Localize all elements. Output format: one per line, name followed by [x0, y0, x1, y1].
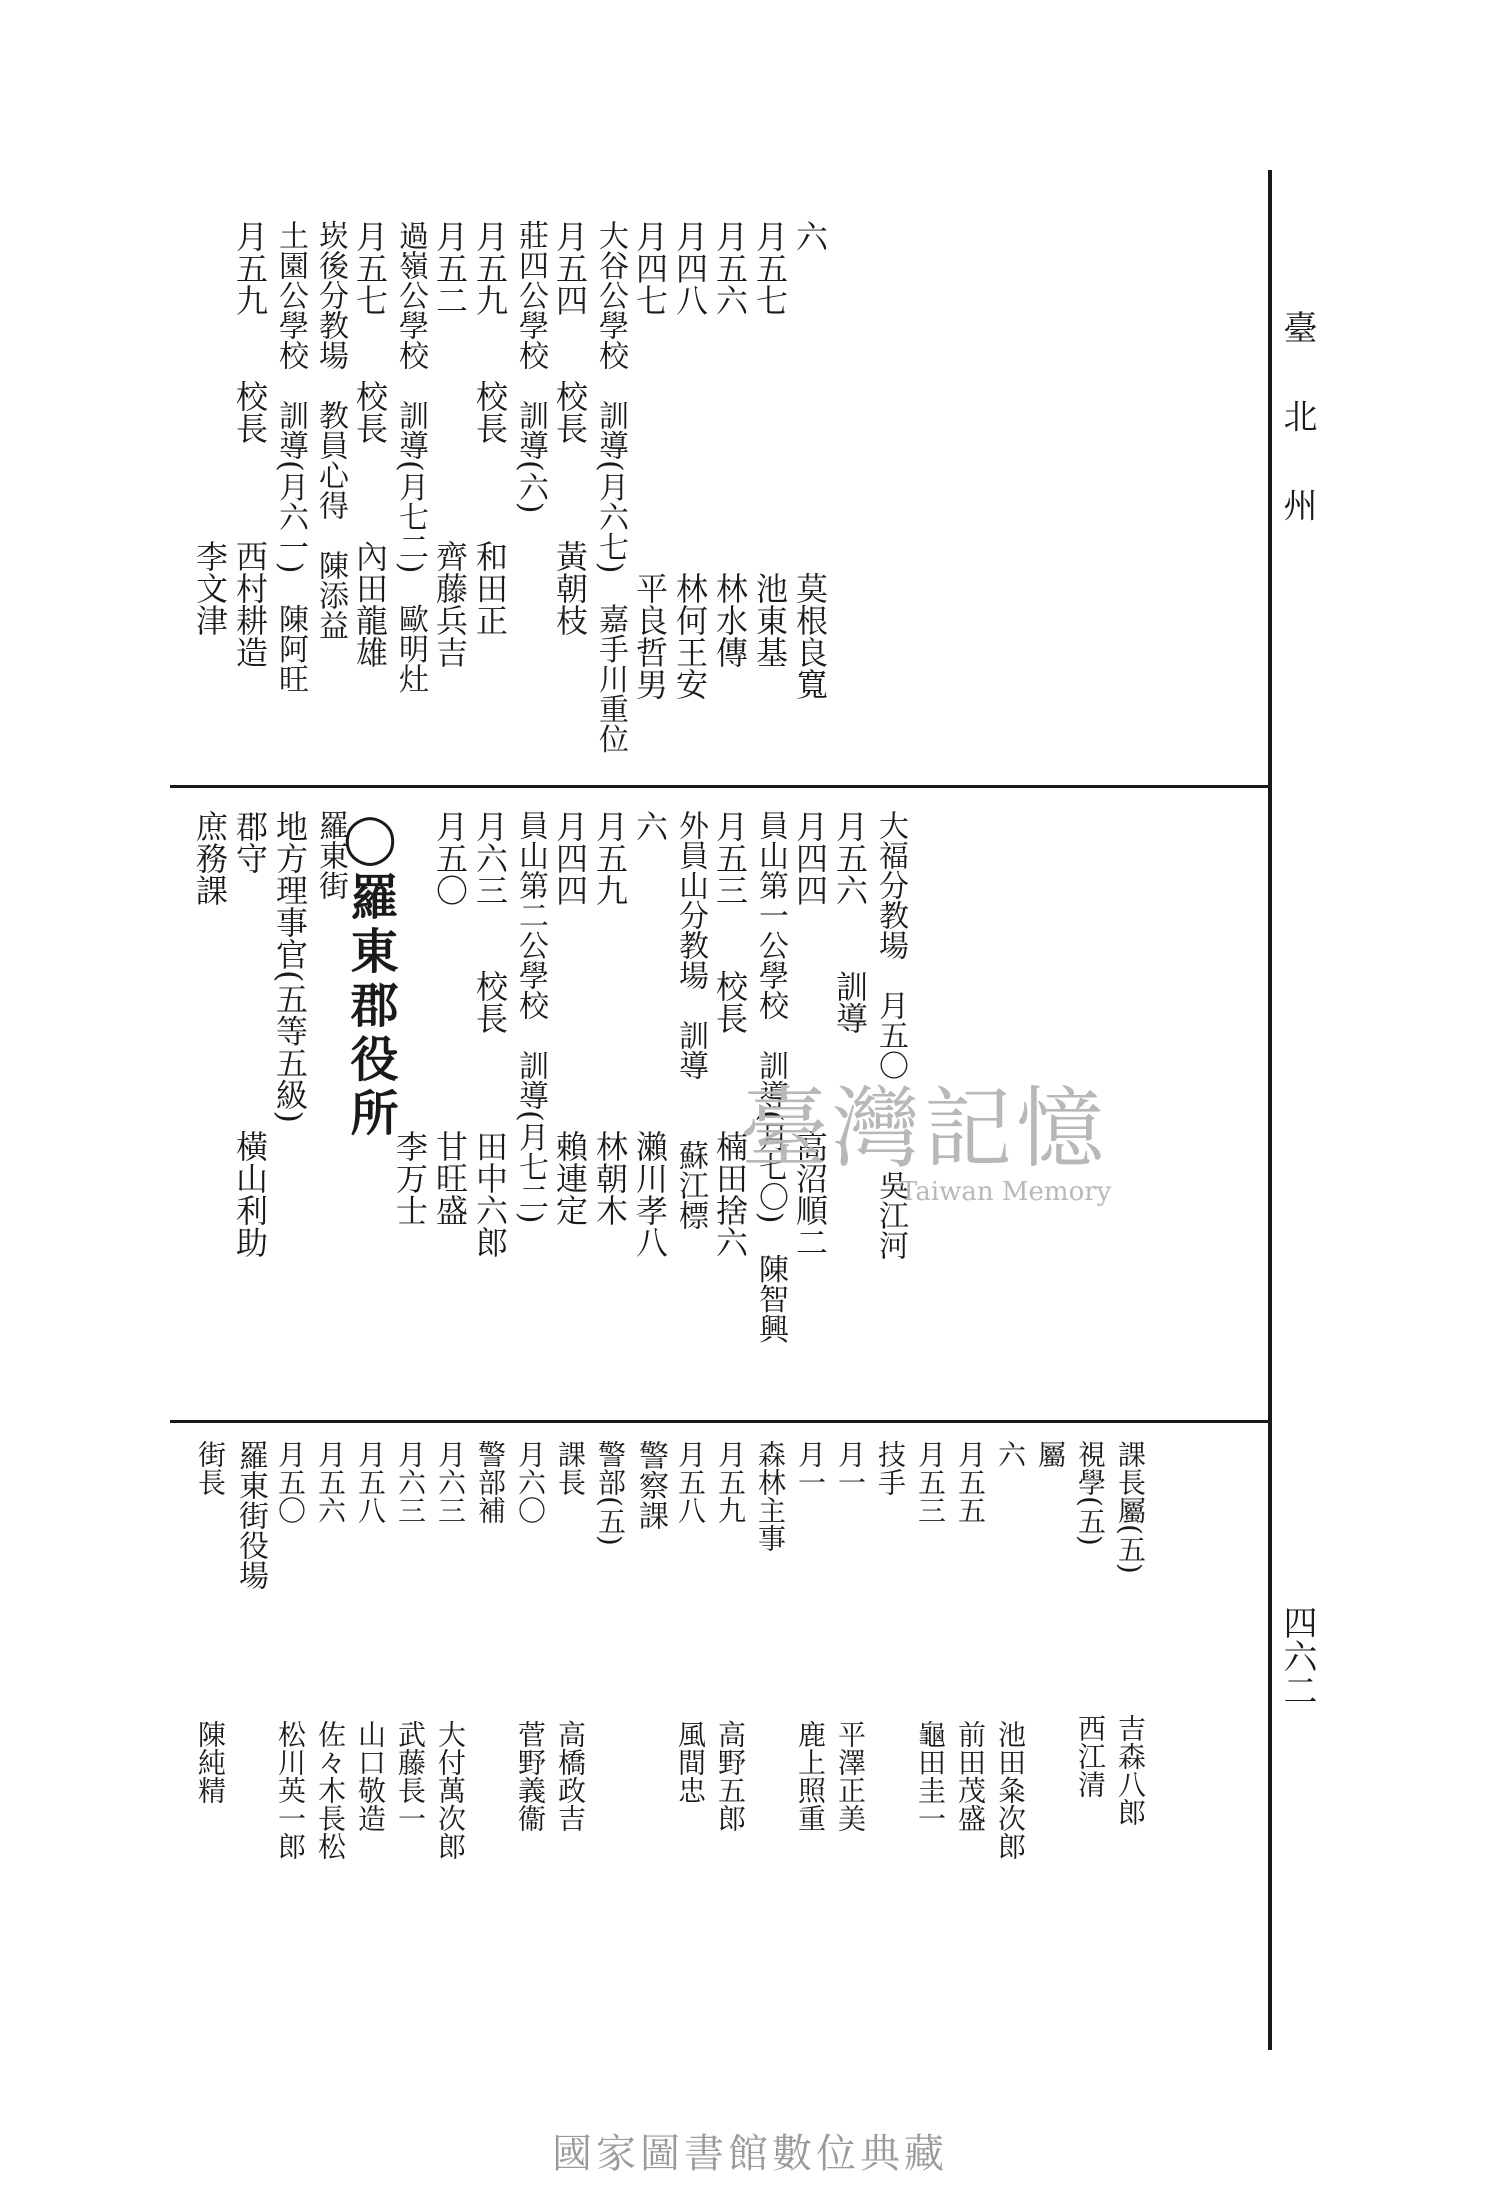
- footer-credit: 國家圖書館數位典藏: [552, 2131, 948, 2177]
- entry: 月四七 平良哲男: [631, 220, 669, 700]
- entry: 月六〇 菅野義衞: [514, 1440, 547, 1832]
- horizontal-divider-bottom: [170, 1420, 1270, 1423]
- watermark-logo: [740, 1077, 1112, 1207]
- school-entry: 大福分教場 月五〇 吳江河: [873, 810, 908, 1260]
- entry: 地方理事官(五等五級): [271, 810, 309, 1123]
- entry: 課長 高橋政吉: [554, 1440, 587, 1832]
- entry: 月一 鹿上照重: [794, 1440, 827, 1832]
- entry: 郡守 橫山利助: [231, 810, 269, 1258]
- school-entry: 過嶺公學校 訓導(月七二) 歐明灶: [393, 220, 428, 694]
- entry: 技手: [874, 1440, 907, 1496]
- entry: 視學(五) 西江清: [1074, 1440, 1107, 1798]
- entry: 月五六 林水傳: [711, 220, 749, 668]
- entry: 月五九 高野五郎: [714, 1440, 747, 1832]
- entry: 月五〇 松川英一郎: [274, 1440, 307, 1860]
- office-entry: 羅東街役場: [233, 1440, 268, 1590]
- entry: 李文津: [191, 220, 229, 636]
- section-bottom: [190, 1440, 1240, 2040]
- entry: 六 池田粂次郎: [994, 1440, 1027, 1860]
- page-number: 四六二: [1277, 1605, 1317, 1707]
- entry: 六 莫根良寬: [791, 220, 829, 700]
- entry: 月五四 校長 黃朝枝: [551, 220, 589, 636]
- department-entry: 警察課: [633, 1440, 668, 1530]
- horizontal-divider-top: [170, 785, 1270, 788]
- school-entry: 員山第二公學校 訓導(月七二): [513, 810, 548, 1224]
- school-entry: 員山第一公學校 訓導(月七〇) 陳智興: [753, 810, 788, 1344]
- entry: 街長 陳純精: [194, 1440, 227, 1804]
- page-header: 臺 北 州: [1277, 310, 1317, 544]
- school-entry: 大谷公學校 訓導(月六七) 嘉手川重位: [593, 220, 628, 754]
- vertical-divider: [1268, 170, 1272, 2050]
- entry: 屬: [1034, 1440, 1067, 1468]
- entry: 月五八 風間忠: [674, 1440, 707, 1804]
- entry: 月五三 校長 楠田捨六: [711, 810, 749, 1258]
- entry: 月一 平澤正美: [834, 1440, 867, 1832]
- section-bottom-columns: [190, 1440, 1150, 2040]
- entry: 李万士: [391, 810, 429, 1226]
- entry: 月四八 林何王安: [671, 220, 709, 700]
- entry: 月五九 校長 和田正: [471, 220, 509, 636]
- school-entry: 外員山分教場 訓導 蘇江標: [673, 810, 708, 1230]
- entry: 月五五 前田茂盛: [954, 1440, 987, 1832]
- school-entry: 崁後分教場 教員心得 陳添益: [313, 220, 348, 640]
- entry: 月六三 大付萬次郎: [434, 1440, 467, 1860]
- school-entry: 土園公學校 訓導(月六一) 陳阿旺: [273, 220, 308, 694]
- entry: 月五八 山口敬造: [354, 1440, 387, 1832]
- entry: 月四四 賴連定: [551, 810, 589, 1226]
- entry: 月五三 龜田圭一: [914, 1440, 947, 1832]
- entry: 六 瀨川孝八: [631, 810, 669, 1258]
- entry: 月四四 高沼順二: [791, 810, 829, 1258]
- watermark-text: 臺灣記憶: [740, 1077, 1109, 1180]
- entry: 月五二 齊藤兵吉: [431, 220, 469, 668]
- entry: 月五〇 甘旺盛: [431, 810, 469, 1226]
- entry: 課長屬(五) 吉森八郎: [1114, 1440, 1147, 1826]
- entry: 月五九 校長 西村耕造: [231, 220, 269, 668]
- entry: 月六三 校長 田中六郎: [471, 810, 509, 1258]
- entry: 月五六 佐々木長松: [314, 1440, 347, 1860]
- entry: 月五九 林朝木: [591, 810, 629, 1226]
- entry: 庶務課: [191, 810, 229, 906]
- watermark-subtext: Taiwan Memory: [900, 1177, 1112, 1207]
- entry: 月五七 校長 內田龍雄: [351, 220, 389, 668]
- office-heading: ◯羅東郡役所: [342, 810, 398, 1142]
- section-top-columns: [190, 220, 830, 765]
- section-top: [190, 220, 1240, 765]
- entry: 警部補: [474, 1440, 507, 1524]
- entry: 警部(五): [594, 1440, 627, 1546]
- entry: 森林主事: [754, 1440, 787, 1552]
- entry: 月五七 池東基: [751, 220, 789, 668]
- school-entry: 莊四公學校 訓導(六): [513, 220, 548, 514]
- entry: 月五六 訓導: [831, 810, 869, 1034]
- entry: 月六三 武藤長一: [394, 1440, 427, 1832]
- office-location: 羅東街: [313, 810, 348, 900]
